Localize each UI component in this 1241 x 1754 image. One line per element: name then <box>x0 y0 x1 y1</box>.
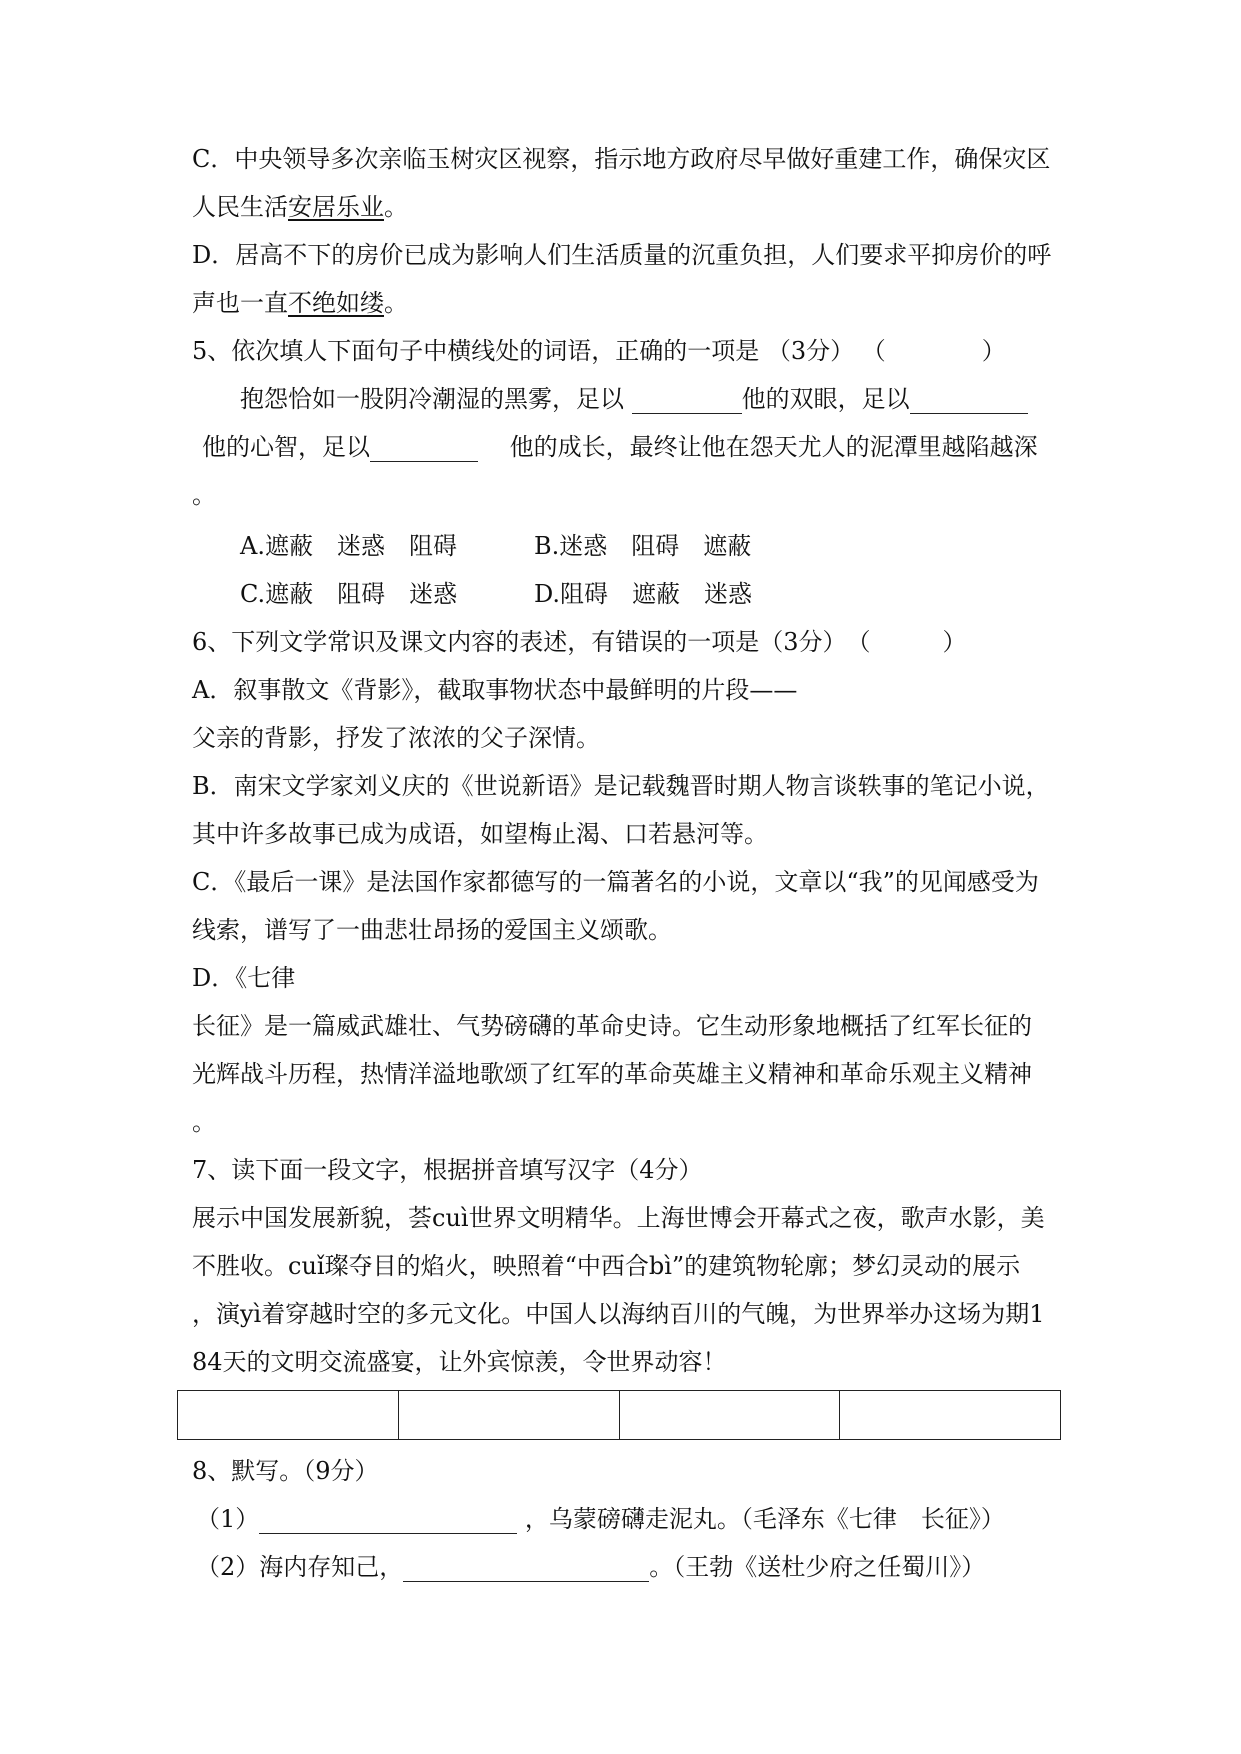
answer-cell-3[interactable] <box>619 1391 840 1440</box>
q5-blank-3[interactable] <box>370 435 478 462</box>
q5-part3: 他的心智，足以 <box>202 433 370 461</box>
q7-title: 7、读下面一段文字，根据拼音填写汉字（4分） <box>192 1156 703 1184</box>
q6-option-d-line2: 长征》是一篇威武雄壮、气势磅礴的革命史诗。它生动形象地概括了红军长征的 <box>192 1012 1032 1040</box>
q6-option-d-line1: D．《七律 <box>192 964 296 992</box>
q7-passage-line4: 84天的文明交流盛宴，让外宾惊羡，令世界动容！ <box>192 1348 727 1376</box>
q8-item-2 <box>196 1552 985 1582</box>
q6-option-c-line2: 线索，谱写了一曲悲壮昂扬的爱国主义颂歌。 <box>192 916 672 944</box>
q5-title: 5、依次填人下面句子中横线处的词语，正确的一项是 （3分） （ ） <box>192 337 1006 365</box>
answer-cell-2[interactable] <box>398 1391 619 1440</box>
q6-option-d-line4: 。 <box>192 1108 216 1136</box>
q4-c-underlined-idiom: 安居乐业 <box>288 193 384 221</box>
q4-d-prefix: 声也一直 <box>192 289 288 317</box>
q5-option-b: B.迷惑 阻碍 遮蔽 <box>534 532 752 560</box>
q5-part2: 他的双眼，足以 <box>741 385 910 413</box>
q8-item2-prefix: （2）海内存知己， <box>196 1553 404 1581</box>
table-row <box>178 1391 1061 1440</box>
q5-sentence-end: 。 <box>192 481 216 509</box>
q7-passage-line3: ，演yì着穿越时空的多元文化。中国人以海纳百川的气魄，为世界举办这场为期1 <box>192 1300 1045 1328</box>
q8-item-1 <box>196 1504 1005 1534</box>
q6-option-a-line2: 父亲的背影，抒发了浓浓的父子深情。 <box>192 724 600 752</box>
q4-option-c-line1: C．中央领导多次亲临玉树灾区视察，指示地方政府尽早做好重建工作，确保灾区 <box>192 145 1051 173</box>
q8-item1-prefix: （1） <box>196 1505 260 1533</box>
answer-cell-4[interactable] <box>840 1391 1061 1440</box>
q8-blank-2[interactable] <box>403 1555 649 1582</box>
q7-passage-line1: 展示中国发展新貌，荟cuì世界文明精华。上海世博会开幕式之夜，歌声水影，美 <box>192 1204 1045 1232</box>
q4-option-d-line1: D．居高不下的房价已成为影响人们生活质量的沉重负担，人们要求平抑房价的呼 <box>192 241 1052 269</box>
q6-option-b-line2: 其中许多故事已成为成语，如望梅止渴、口若悬河等。 <box>192 820 768 848</box>
q5-blank-1[interactable] <box>632 387 742 414</box>
q4-option-d-line2 <box>192 288 408 318</box>
q6-title: 6、下列文学常识及课文内容的表述，有错误的一项是（3分） （ ） <box>192 628 967 656</box>
q5-option-d: D.阻碍 遮蔽 迷惑 <box>534 580 753 608</box>
q8-item2-suffix: 。（王勃《送杜少府之任蜀川》） <box>649 1553 986 1581</box>
q5-option-c: C.遮蔽 阻碍 迷惑 <box>240 580 458 608</box>
q5-blank-2[interactable] <box>910 387 1028 414</box>
q6-option-b-line1: B．南宋文学家刘义庆的《世说新语》是记载魏晋时期人物言谈轶事的笔记小说， <box>192 772 1050 800</box>
answer-cell-1[interactable] <box>178 1391 399 1440</box>
q8-title: 8、默写。（9分） <box>192 1457 379 1485</box>
q4-d-underlined-idiom: 不绝如缕 <box>288 289 384 317</box>
q5-sentence-line1 <box>240 384 1028 414</box>
q4-c-prefix: 人民生活 <box>192 193 288 221</box>
q8-blank-1[interactable] <box>259 1507 517 1534</box>
q6-option-a-line1: A．叙事散文《背影》，截取事物状态中最鲜明的片段—— <box>192 676 798 704</box>
q7-answer-table <box>177 1390 1061 1440</box>
q4-option-c-line2 <box>192 192 408 222</box>
q4-c-suffix: 。 <box>384 193 408 221</box>
q8-item1-suffix: ，乌蒙磅礴走泥丸。（毛泽东《七律 长征》） <box>524 1505 1005 1533</box>
q5-sentence-line2 <box>202 432 1038 462</box>
q4-d-suffix: 。 <box>384 289 408 317</box>
q7-passage-line2: 不胜收。cuǐ璨夺目的焰火，映照着“中西合bì”的建筑物轮廓；梦幻灵动的展示 <box>192 1252 1021 1280</box>
q6-option-c-line1: C．《最后一课》是法国作家都德写的一篇著名的小说，文章以“我”的见闻感受为 <box>192 868 1039 896</box>
q5-part4: 他的成长，最终让他在怨天尤人的泥潭里越陷越深 <box>509 433 1038 461</box>
q5-option-a: A.遮蔽 迷惑 阻碍 <box>240 532 457 560</box>
q5-part1: 抱怨恰如一股阴冷潮湿的黑雾，足以 <box>240 385 624 413</box>
q6-option-d-line3: 光辉战斗历程，热情洋溢地歌颂了红军的革命英雄主义精神和革命乐观主义精神 <box>192 1060 1032 1088</box>
